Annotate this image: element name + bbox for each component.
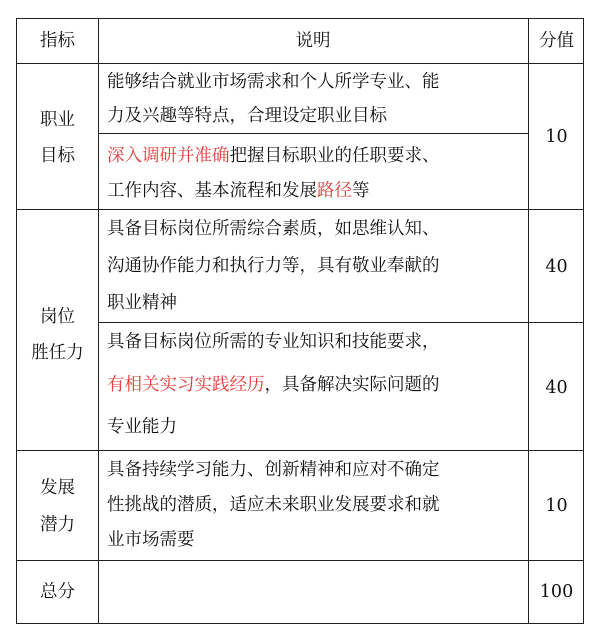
description-line: 能够结合就业市场需求和个人所学专业、能 xyxy=(107,72,440,92)
row-divider xyxy=(17,450,583,451)
column-divider xyxy=(528,19,529,623)
row-divider xyxy=(98,133,528,134)
score-value: 10 xyxy=(545,127,568,147)
description-line: 力及兴趣等特点，合理设定职业目标 xyxy=(107,106,387,126)
header-score: 分值 xyxy=(539,31,574,51)
description-line: 业市场需要 xyxy=(107,530,195,550)
header-description: 说明 xyxy=(295,31,331,51)
indicator-label: 发展 xyxy=(40,478,75,498)
description-line: 具备目标岗位所需的专业知识和技能要求， xyxy=(107,332,440,352)
text-span: 把握目标职业的任职要求、 xyxy=(229,146,440,166)
header-indicator: 指标 xyxy=(40,31,75,51)
evaluation-table xyxy=(16,18,584,624)
description-line xyxy=(107,174,370,208)
score-value: 10 xyxy=(545,496,568,516)
text-span: ，具备解决实际问题的 xyxy=(264,375,440,395)
indicator-label: 胜任力 xyxy=(31,343,84,363)
description-line xyxy=(107,368,440,402)
description-line: 具备持续学习能力、创新精神和应对不确定 xyxy=(107,460,440,480)
indicator-label: 岗位 xyxy=(40,307,75,327)
description-line: 职业精神 xyxy=(107,293,177,313)
highlighted-text: 路径 xyxy=(317,181,352,201)
row-divider xyxy=(17,560,583,561)
score-value: 40 xyxy=(545,257,568,277)
row-divider xyxy=(17,63,583,64)
total-score: 100 xyxy=(539,582,574,602)
description-line: 专业能力 xyxy=(107,417,177,437)
description-line: 具备目标岗位所需综合素质，如思维认知、 xyxy=(107,219,440,239)
indicator-label: 目标 xyxy=(40,146,75,166)
description-line: 沟通协作能力和执行力等，具有敬业奉献的 xyxy=(107,256,440,276)
column-divider xyxy=(98,19,99,623)
indicator-label: 职业 xyxy=(40,110,75,130)
text-span: 等 xyxy=(352,181,370,201)
row-divider xyxy=(17,209,583,210)
description-line: 性挑战的潜质，适应未来职业发展要求和就 xyxy=(107,495,440,515)
highlighted-text: 深入调研并准确 xyxy=(107,146,230,166)
description-line xyxy=(107,139,440,173)
highlighted-text: 有相关实习实践经历 xyxy=(107,375,265,395)
indicator-label: 潜力 xyxy=(40,515,75,535)
row-divider xyxy=(98,322,583,323)
text-span: 工作内容、基本流程和发展 xyxy=(107,181,317,201)
total-label: 总分 xyxy=(40,582,75,602)
score-value: 40 xyxy=(545,378,568,398)
